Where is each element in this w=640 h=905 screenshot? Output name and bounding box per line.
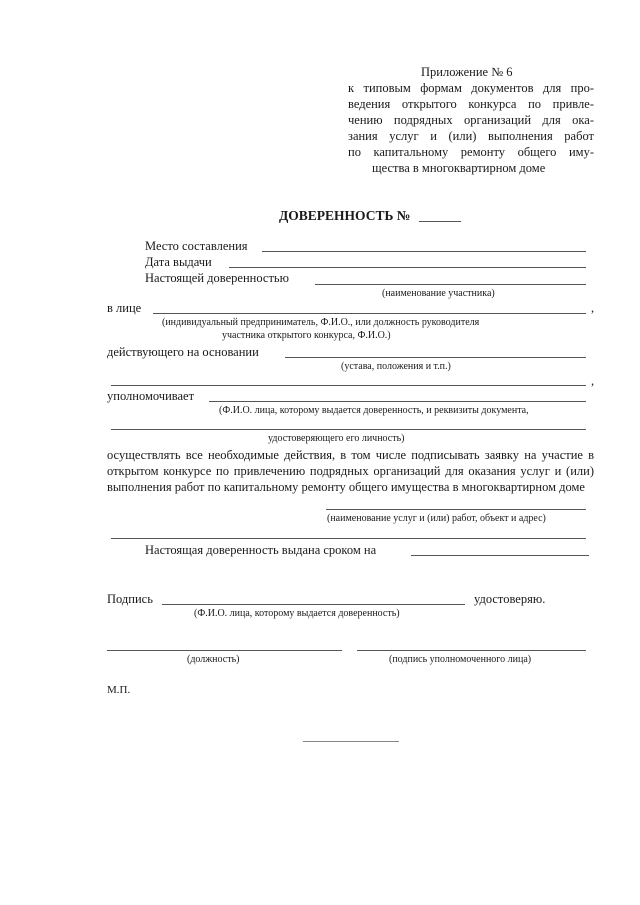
in-person-label: в лице — [107, 301, 142, 315]
place-label: Место составления — [145, 239, 248, 253]
signature-fio-line[interactable] — [162, 604, 465, 605]
appendix-line: по капитальному ремонту общего иму- — [348, 145, 594, 159]
basis-continuation-line[interactable] — [111, 385, 586, 386]
person-hint-2: участника открытого конкурса, Ф.И.О.) — [222, 330, 391, 341]
appendix-title: Приложение № 6 — [421, 65, 513, 79]
authorized-signature-line[interactable] — [357, 650, 586, 651]
services-line[interactable] — [326, 509, 586, 510]
basis-hint: (устава, положения и т.п.) — [341, 361, 451, 372]
authorized-hint-1: (Ф.И.О. лица, которому выдается доверенность, и реквизиты документа, — [219, 405, 529, 416]
authorizes-label: уполномочивает — [107, 389, 195, 403]
appendix-line: ведения открытого конкурса по привле- — [348, 97, 594, 111]
certify-label: удостоверяю. — [474, 592, 546, 606]
appendix-line: чению подрядных организаций для ока- — [348, 113, 594, 127]
signature-fio-hint: (Ф.И.О. лица, которому выдается доверенность) — [194, 608, 400, 619]
comma: , — [591, 374, 595, 388]
date-label: Дата выдачи — [145, 255, 212, 269]
person-hint-1: (индивидуальный предприниматель, Ф.И.О., или должность руководителя — [162, 317, 480, 328]
services-hint: (наименование услуг и (или) работ, объект и адрес) — [327, 513, 546, 524]
document-title: ДОВЕРЕННОСТЬ № — [279, 208, 411, 223]
authorized-continuation-line[interactable] — [111, 429, 586, 430]
by-this-label: Настоящей доверенностью — [145, 271, 289, 285]
appendix-description — [348, 81, 594, 177]
doc-number-line[interactable] — [419, 221, 461, 222]
person-line[interactable] — [153, 313, 586, 314]
appendix-line: зания услуг и (или) выполнения работ — [348, 129, 594, 143]
appendix-line: щества в многоквартирном доме — [372, 161, 546, 175]
position-line[interactable] — [107, 650, 342, 651]
authorized-hint-2: удостоверяющего его личность) — [268, 433, 405, 444]
place-line[interactable] — [262, 251, 586, 252]
validity-label: Настоящая доверенность выдана сроком на — [145, 543, 377, 557]
footnote-separator — [303, 741, 399, 742]
stamp-placeholder: М.П. — [107, 684, 131, 696]
services-continuation-line[interactable] — [111, 538, 586, 539]
date-line[interactable] — [229, 267, 586, 268]
participant-hint: (наименование участника) — [382, 288, 495, 299]
signature-label: Подпись — [107, 592, 153, 606]
validity-line[interactable] — [411, 555, 589, 556]
authority-text: осуществлять все необходимые действия, в том числе подписывать заявку на участие в открытом конкурсе по привлечению подрядных организаций для оказания услуг и (или) выполнения работ по капитальному ремонту общего имущества в многоквартирном доме — [107, 448, 594, 494]
acting-basis-label: действующего на основании — [107, 345, 259, 359]
basis-line[interactable] — [285, 357, 586, 358]
comma: , — [591, 301, 595, 315]
appendix-line: к типовым формам документов для про- — [348, 81, 594, 95]
authorized-line[interactable] — [209, 401, 586, 402]
participant-line[interactable] — [315, 284, 586, 285]
signature-hint: (подпись уполномоченного лица) — [389, 654, 532, 665]
position-hint: (должность) — [187, 654, 240, 665]
